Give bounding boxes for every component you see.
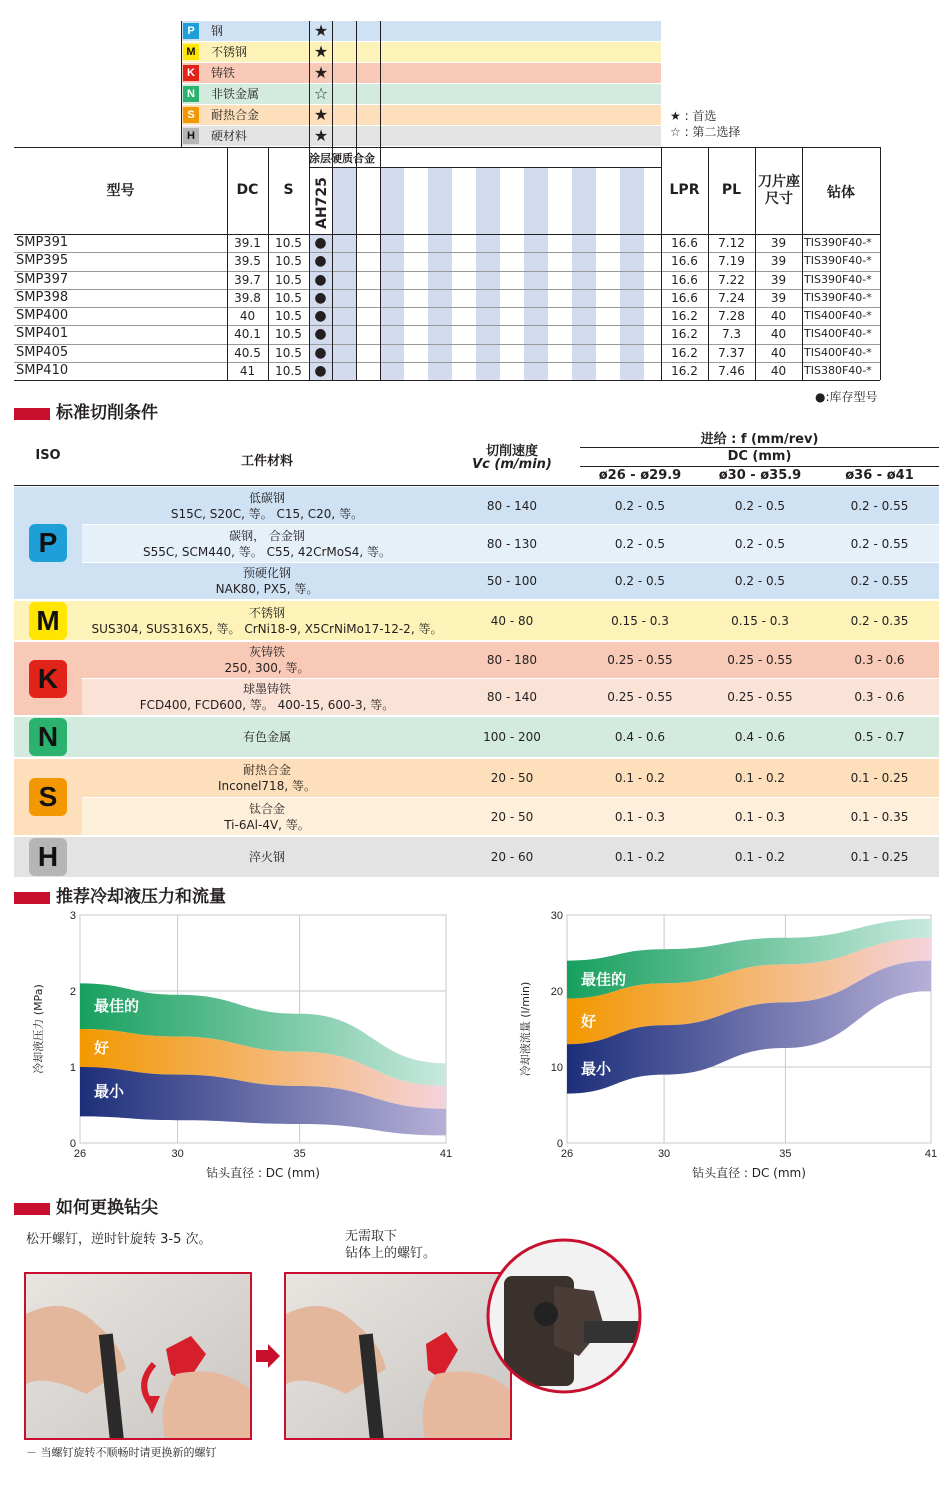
feed-cell: 0.2 - 0.5 — [614, 498, 666, 513]
cutting-row — [82, 837, 939, 877]
cell-model: SMP405 — [16, 344, 69, 360]
iso-material-name: 不锈钢 — [211, 45, 248, 59]
cell-lpr: 16.2 — [671, 363, 698, 378]
star-filled-icon: ★ — [313, 63, 329, 82]
step2-text — [345, 1228, 436, 1262]
iso-code-badge: H — [29, 838, 67, 876]
iso-code-badge: K — [183, 65, 199, 81]
cell-body: TIS400F40-* — [804, 345, 872, 359]
cell-body: TIS390F40-* — [804, 236, 872, 249]
dc-rule — [580, 466, 939, 467]
iso-group-m — [14, 601, 82, 640]
star-filled-icon: ★ — [313, 126, 329, 145]
cell-model: SMP410 — [16, 362, 69, 378]
table-bottom-rule — [14, 380, 880, 381]
material-grades: S15C, S20C, 等。 C15, C20, 等。 — [170, 506, 364, 521]
cutting-row — [82, 601, 939, 640]
speed-cell: 20 - 50 — [490, 771, 534, 785]
iso-material-name: 钢 — [211, 24, 224, 38]
cell-dc: 40.1 — [234, 327, 261, 342]
feed-cell: 0.3 - 0.6 — [854, 690, 905, 704]
feed-cell: 0.2 - 0.5 — [614, 574, 666, 588]
iso-legend-row-m — [181, 42, 661, 62]
section-title: 如何更换钻尖 — [56, 1198, 158, 1218]
feed-cell: 0.2 - 0.35 — [850, 613, 909, 628]
cell-seat: 40 — [770, 327, 787, 342]
cutting-row — [82, 717, 939, 757]
header-range-1: ø26 - ø29.9 — [598, 468, 682, 483]
material-cell — [82, 644, 452, 676]
cutting-header-rule — [14, 485, 939, 486]
header-s: S — [283, 182, 294, 198]
material-cell — [82, 565, 452, 597]
feed-rule — [580, 447, 939, 448]
material-grades: Inconel718, 等。 — [218, 779, 316, 793]
section-bar — [14, 408, 50, 420]
band-label: 最佳的 — [94, 997, 140, 1016]
speed-cell: 80 - 130 — [486, 536, 538, 551]
cell-lpr: 16.2 — [671, 345, 698, 360]
cell-dc: 40 — [239, 309, 256, 323]
cell-lpr: 16.6 — [671, 272, 698, 287]
cell-s: 10.5 — [275, 327, 302, 342]
section-bar — [14, 892, 50, 904]
cell-lpr: 16.6 — [671, 290, 698, 305]
cutting-row — [82, 798, 939, 835]
cell-s: 10.5 — [275, 309, 302, 323]
star-outline-icon: ☆ — [313, 84, 329, 103]
iso-material-name: 硬材料 — [211, 129, 248, 143]
header-grade-ah725: AH725 — [314, 177, 330, 229]
header-lpr: LPR — [669, 182, 700, 198]
band-label: 最佳的 — [581, 970, 627, 989]
header-pl: PL — [721, 182, 742, 198]
cell-seat: 40 — [770, 363, 787, 378]
cell-body: TIS380F40-* — [804, 363, 872, 377]
speed-cell: 80 - 180 — [486, 653, 538, 667]
section-title: 标准切削条件 — [56, 403, 158, 423]
legend-grid-line — [332, 21, 333, 147]
y-tick-label: 0 — [556, 1138, 563, 1150]
band-label: 最小 — [94, 1082, 125, 1101]
material-name: 有色金属 — [242, 730, 291, 744]
cell-pl: 7.28 — [718, 309, 745, 323]
cell-dc: 39.5 — [234, 254, 261, 269]
header-seat-size: 刀片座尺寸 — [758, 174, 800, 207]
cell-body: TIS400F40-* — [804, 327, 872, 341]
cell-lpr: 16.2 — [671, 309, 698, 323]
legend-grid-line — [309, 21, 310, 147]
coolant-flow-chart — [505, 905, 945, 1185]
iso-code-badge: M — [183, 44, 199, 60]
feed-cell: 0.1 - 0.35 — [850, 809, 909, 824]
header-material: 工件材料 — [240, 454, 293, 469]
cell-seat: 39 — [770, 290, 787, 305]
grade-column-band — [620, 168, 644, 381]
cell-seat: 40 — [770, 345, 787, 360]
x-tick-label: 30 — [171, 1148, 184, 1160]
cutting-row — [82, 642, 939, 678]
cutting-row — [82, 679, 939, 715]
feed-cell: 0.15 - 0.3 — [611, 613, 669, 628]
material-grades: S55C, SCM440, 等。 C55, 42CrMoS4, 等。 — [142, 544, 392, 559]
feed-cell: 0.2 - 0.5 — [734, 498, 786, 513]
material-grades: SUS304, SUS316X5, 等。 CrNi18-9, X5CrNiMo17-12-2, 等。 — [91, 621, 443, 636]
cell-lpr: 16.6 — [671, 236, 698, 250]
stock-dot-icon: ● — [314, 362, 327, 379]
column-rule — [356, 147, 357, 380]
cutting-row — [82, 487, 939, 524]
iso-material-name: 耐热合金 — [211, 108, 260, 122]
iso-group-s — [14, 759, 82, 835]
x-tick-label: 26 — [73, 1148, 87, 1160]
feed-cell: 0.1 - 0.2 — [614, 850, 666, 864]
y-tick-label: 10 — [550, 1062, 563, 1074]
iso-code-badge: S — [29, 778, 67, 816]
iso-group-h — [14, 837, 82, 877]
cell-pl: 7.37 — [718, 345, 745, 360]
cell-model: SMP397 — [16, 271, 69, 287]
cell-dc: 39.8 — [234, 290, 261, 305]
feed-cell: 0.1 - 0.3 — [734, 809, 786, 824]
feed-cell: 0.2 - 0.55 — [850, 536, 909, 551]
x-axis-label: 钻头直径 : DC (mm) — [206, 1166, 320, 1180]
iso-code-badge: H — [183, 128, 199, 144]
material-grades: NAK80, PX5, 等。 — [215, 582, 319, 596]
material-name: 球墨铸铁 — [242, 682, 291, 696]
cell-seat: 39 — [770, 236, 787, 250]
y-tick-label: 30 — [550, 910, 563, 922]
header-coated-carbide: 涂层硬质合金 — [309, 152, 375, 165]
feed-cell: 0.3 - 0.6 — [854, 653, 905, 667]
cell-dc: 41 — [239, 363, 256, 378]
speed-cell: 20 - 50 — [490, 809, 534, 824]
grade-column-band — [524, 168, 548, 381]
step1-text: 松开螺钉，逆时针旋转 3-5 次。 — [26, 1232, 212, 1247]
cell-pl: 7.19 — [718, 254, 745, 269]
material-name: 预硬化钢 — [242, 566, 291, 580]
stock-dot-icon: ● — [314, 308, 327, 324]
photo-keep-screw — [284, 1272, 512, 1440]
stock-dot-icon: ● — [314, 271, 327, 288]
header-feed: 进给 : f (mm/rev) — [700, 432, 819, 447]
speed-cell: 50 - 100 — [486, 574, 538, 588]
band-label: 好 — [94, 1039, 110, 1057]
cutting-row — [82, 759, 939, 797]
feed-cell: 0.1 - 0.3 — [614, 809, 666, 824]
cell-s: 10.5 — [275, 254, 302, 269]
material-name: 钛合金 — [248, 801, 285, 816]
cell-s: 10.5 — [275, 272, 302, 287]
cell-pl: 7.24 — [718, 290, 745, 305]
photo-keep-illustration — [286, 1274, 512, 1440]
feed-cell: 0.1 - 0.2 — [734, 771, 786, 785]
table-top-rule — [14, 147, 880, 148]
stock-dot-icon: ● — [314, 289, 327, 306]
band-label: 好 — [581, 1012, 597, 1031]
iso-legend-row-p — [181, 21, 661, 41]
cell-seat: 40 — [770, 309, 787, 323]
feed-cell: 0.1 - 0.25 — [850, 771, 909, 785]
cell-body: TIS400F40-* — [804, 309, 872, 322]
x-tick-label: 41 — [924, 1148, 938, 1160]
material-name: 低碳钢 — [248, 490, 285, 505]
star-filled-icon: ★ — [313, 105, 329, 124]
iso-legend-row-h — [181, 126, 661, 146]
cutting-row — [82, 525, 939, 562]
feed-cell: 0.25 - 0.55 — [727, 653, 793, 667]
legend-grid-line — [380, 21, 381, 147]
stock-dot-icon: ● — [314, 344, 327, 361]
cell-body: TIS390F40-* — [804, 290, 872, 304]
iso-group-k — [14, 642, 82, 715]
iso-code-badge: N — [183, 86, 199, 102]
header-range-3: ø36 - ø41 — [845, 468, 914, 483]
cell-model: SMP401 — [16, 326, 69, 342]
feed-cell: 0.2 - 0.5 — [734, 574, 786, 588]
key-second-choice: ☆ : 第二选择 — [670, 125, 741, 139]
feed-cell: 0.25 - 0.55 — [607, 653, 673, 667]
step2-line2: 钻体上的螺钉。 — [345, 1246, 437, 1261]
y-axis-label: 冷却液流量 (l/min) — [519, 981, 532, 1077]
iso-code-badge: N — [29, 718, 67, 756]
photo-loosen-illustration — [26, 1274, 252, 1440]
cell-pl: 7.12 — [718, 236, 745, 250]
feed-cell: 0.2 - 0.5 — [734, 536, 786, 551]
feed-cell: 0.4 - 0.6 — [734, 730, 786, 744]
feed-cell: 0.25 - 0.55 — [727, 690, 793, 704]
iso-material-name: 非铁金属 — [211, 87, 260, 101]
speed-cell: 40 - 80 — [490, 613, 534, 628]
iso-code-badge: M — [29, 602, 67, 640]
cell-body: TIS390F40-* — [804, 272, 872, 286]
speed-cell: 80 - 140 — [486, 498, 538, 513]
feed-cell: 0.1 - 0.2 — [734, 850, 786, 864]
material-cell — [82, 490, 452, 522]
key-first-choice: ★ : 首选 — [670, 109, 717, 123]
cell-dc: 40.5 — [234, 345, 261, 360]
band-label: 最小 — [581, 1059, 612, 1078]
material-cell — [82, 762, 452, 794]
speed-cell: 100 - 200 — [483, 730, 541, 744]
cell-model: SMP391 — [16, 235, 69, 250]
x-tick-label: 41 — [439, 1148, 453, 1160]
feed-cell: 0.15 - 0.3 — [731, 613, 789, 628]
material-grades: FCD400, FCD600, 等。 400-15, 600-3, 等。 — [139, 698, 395, 712]
photo-loosen-screw — [24, 1272, 252, 1440]
header-speed-1: 切削速度 — [485, 444, 538, 459]
header-model: 型号 — [106, 183, 135, 199]
stock-dot-icon: ● — [314, 326, 327, 343]
iso-legend-row-s — [181, 105, 661, 125]
star-filled-icon: ★ — [313, 21, 329, 40]
grade-column-band — [428, 168, 452, 381]
material-cell — [82, 528, 452, 560]
cell-dc: 39.7 — [234, 272, 261, 287]
grade-column-band — [380, 168, 404, 381]
cell-model: SMP400 — [16, 308, 69, 323]
material-grades: Ti-6Al-4V, 等。 — [224, 817, 310, 832]
feed-cell: 0.1 - 0.2 — [614, 771, 666, 785]
y-tick-label: 0 — [69, 1138, 76, 1150]
speed-cell: 80 - 140 — [486, 690, 538, 704]
cell-s: 10.5 — [275, 290, 302, 305]
x-tick-label: 35 — [779, 1148, 792, 1160]
iso-group-p — [14, 487, 82, 599]
material-grades: 250, 300, 等。 — [224, 661, 310, 675]
y-tick-label: 3 — [69, 910, 76, 922]
header-iso: ISO — [35, 448, 61, 463]
x-axis-label: 钻头直径 : DC (mm) — [692, 1166, 806, 1180]
cell-model: SMP395 — [16, 253, 69, 269]
feed-cell: 0.1 - 0.25 — [850, 850, 909, 864]
stock-dot-icon: ● — [314, 235, 327, 251]
cell-s: 10.5 — [275, 363, 302, 378]
header-body: 钻体 — [827, 185, 855, 201]
feed-cell: 0.5 - 0.7 — [854, 730, 905, 744]
section-bar — [14, 1203, 50, 1215]
header-speed-2: Vc (m/min) — [472, 457, 552, 472]
column-rule — [880, 147, 881, 380]
material-cell — [82, 801, 452, 833]
cell-pl: 7.46 — [718, 363, 745, 378]
cell-body: TIS390F40-* — [804, 254, 872, 268]
cell-s: 10.5 — [275, 345, 302, 360]
speed-cell: 20 - 60 — [490, 850, 534, 864]
section-title: 推荐冷却液压力和流量 — [56, 887, 226, 907]
y-tick-label: 1 — [69, 1062, 76, 1074]
header-range-2: ø30 - ø35.9 — [718, 468, 802, 483]
x-tick-label: 30 — [657, 1148, 671, 1160]
cell-pl: 7.3 — [721, 327, 742, 342]
material-cell — [82, 681, 452, 713]
y-axis-label: 冷却液压力 (MPa) — [32, 984, 45, 1074]
iso-legend-row-n — [181, 84, 661, 104]
legend-grid-line — [181, 21, 182, 147]
header-dc-mm: DC (mm) — [727, 449, 792, 464]
x-tick-label: 26 — [560, 1148, 574, 1160]
cell-model: SMP398 — [16, 289, 69, 305]
iso-group-n — [14, 717, 82, 757]
iso-code-badge: P — [29, 524, 67, 562]
stock-dot-icon: ● — [314, 253, 327, 270]
cell-lpr: 16.2 — [671, 327, 698, 342]
cell-lpr: 16.6 — [671, 254, 698, 269]
stock-note: ●:库存型号 — [815, 390, 878, 404]
material-cell — [82, 729, 452, 745]
iso-code-badge: K — [29, 660, 67, 698]
y-tick-label: 2 — [69, 986, 76, 998]
material-name: 耐热合金 — [242, 763, 291, 777]
cell-s: 10.5 — [275, 236, 302, 250]
feed-cell: 0.25 - 0.55 — [607, 690, 673, 704]
iso-code-badge: S — [183, 107, 199, 123]
grade-column-band — [572, 168, 596, 381]
cell-seat: 39 — [770, 254, 787, 269]
material-cell — [82, 605, 452, 637]
cutting-row — [82, 563, 939, 599]
material-cell — [82, 849, 452, 865]
step2-line1: 无需取下 — [345, 1229, 398, 1244]
material-name: 不锈钢 — [248, 605, 285, 620]
feed-cell: 0.2 - 0.55 — [850, 574, 909, 588]
y-tick-label: 20 — [550, 986, 563, 998]
column-rule — [380, 147, 381, 380]
arrow-right-icon — [254, 1344, 282, 1368]
iso-legend-row-k — [181, 63, 661, 83]
zoom-detail-circle — [484, 1236, 644, 1396]
cell-dc: 39.1 — [234, 236, 261, 250]
header-dc: DC — [236, 182, 259, 198]
group-header-rule — [309, 167, 661, 168]
material-name: 灰铸铁 — [248, 645, 285, 659]
cell-seat: 39 — [770, 272, 787, 287]
column-rule — [332, 147, 333, 380]
iso-code-badge: P — [183, 23, 199, 39]
legend-grid-line — [356, 21, 357, 147]
cell-pl: 7.22 — [718, 272, 745, 287]
star-filled-icon: ★ — [313, 42, 329, 61]
feed-cell: 0.2 - 0.5 — [614, 536, 666, 551]
material-name: 淬火钢 — [248, 850, 285, 864]
coolant-pressure-chart — [14, 905, 464, 1185]
grade-column-band — [476, 168, 500, 381]
iso-material-name: 铸铁 — [211, 66, 236, 80]
material-name: 碳钢， 合金钢 — [229, 528, 305, 543]
feed-cell: 0.2 - 0.55 — [850, 498, 909, 513]
feed-cell: 0.4 - 0.6 — [614, 730, 666, 744]
grade-column-band — [332, 168, 356, 381]
x-tick-label: 35 — [293, 1148, 306, 1160]
replace-note: － 当螺钉旋转不顺畅时请更换新的螺钉 — [26, 1446, 217, 1459]
